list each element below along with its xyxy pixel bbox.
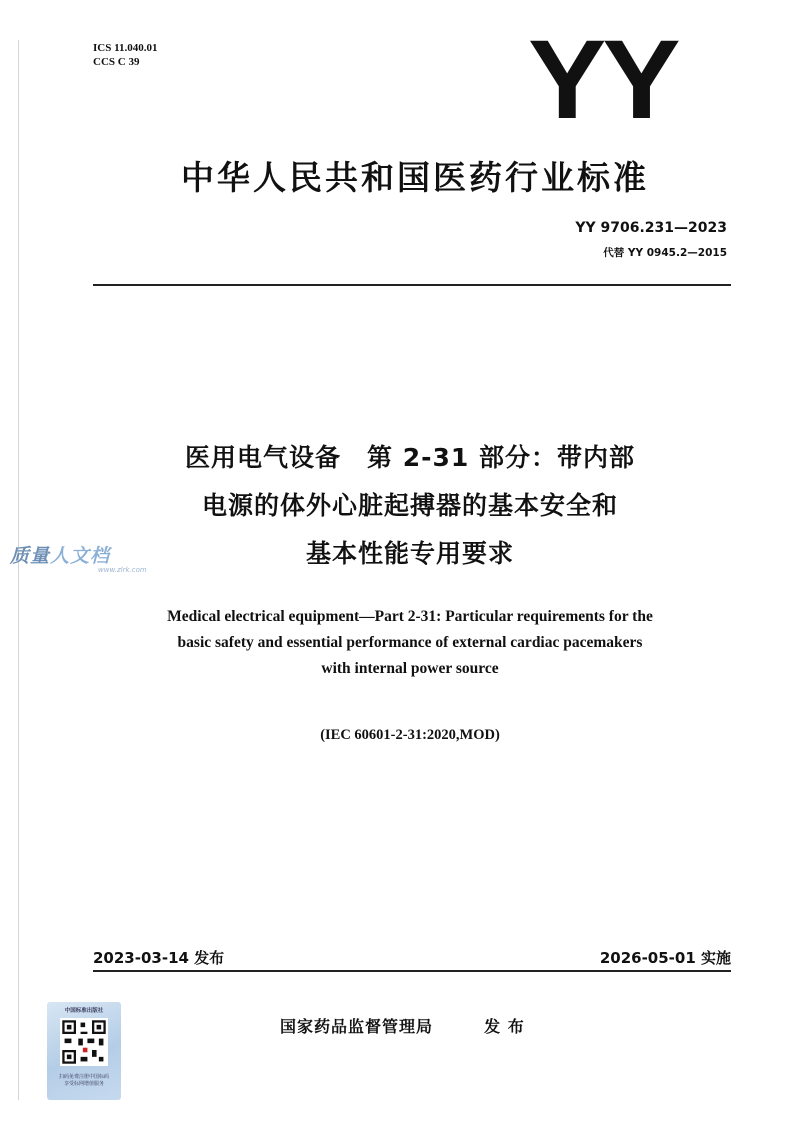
ics-code: ICS 11.040.01 (93, 42, 158, 54)
page-edge-line (18, 40, 19, 1100)
implement-date: 2026-05-01 实施 (599, 949, 731, 967)
watermark-site: www.zlrk.com (98, 566, 147, 574)
sticker-publisher: 中国标准出版社 (64, 1008, 104, 1014)
adoption-note: (IEC 60601-2-31:2020,MOD) (320, 727, 500, 743)
issuer (280, 1014, 525, 1037)
classification-codes (93, 41, 158, 69)
ccs-code: CCS C 39 (93, 56, 140, 68)
english-title-line-2: basic safety and essential performance of external cardiac pacemakers (177, 634, 643, 651)
standard-category-title: 中华人民共和国医药行业标准 (181, 158, 649, 197)
chinese-title-line-2: 电源的体外心脏起搏器的基本安全和 (201, 491, 618, 520)
publish-date: 2023-03-14 发布 (93, 949, 225, 967)
chinese-title-line-3: 基本性能专用要求 (305, 539, 514, 568)
chinese-title-line-1: 医用电气设备 第 2-31 部分：带内部 (185, 443, 635, 472)
yy-logo: YY (528, 17, 677, 142)
standard-number: YY 9706.231—2023 (575, 220, 727, 236)
english-title-line-3: with internal power source (321, 660, 499, 677)
qr-code-icon[interactable] (60, 1018, 108, 1066)
issuer-action: 发 布 (484, 1017, 525, 1036)
watermark-part-2: 人文档 (50, 545, 111, 567)
english-title-line-1: Medical electrical equipment—Part 2-31: Particular requirements for the (167, 608, 653, 625)
sticker-instruction-line-1: 扫码免费注册中国标码 (58, 1074, 109, 1080)
footer-divider (93, 970, 731, 972)
anti-counterfeit-sticker (47, 1002, 121, 1100)
watermark (10, 541, 110, 568)
sticker-instructions (49, 1074, 119, 1088)
english-title (100, 604, 720, 682)
header-divider (93, 284, 731, 286)
replaces-standard: 代替 YY 0945.2—2015 (603, 247, 727, 259)
sticker-instruction-line-2: 享受标网增值服务 (63, 1081, 104, 1087)
watermark-part-1: 质量 (10, 545, 51, 567)
issuer-name: 国家药品监督管理局 (280, 1017, 434, 1036)
chinese-title (90, 434, 730, 578)
